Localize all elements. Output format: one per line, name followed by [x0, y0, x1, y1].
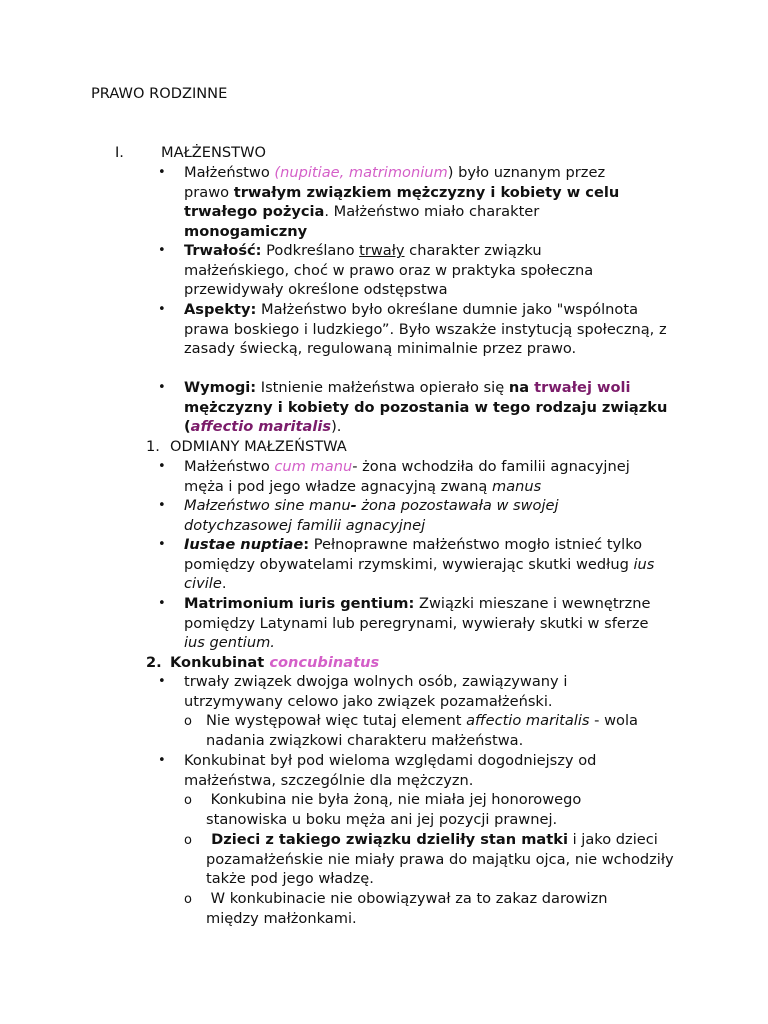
list-item-iustae-nuptiae: [184, 535, 679, 594]
latin-term: (nupitiae, matrimonium: [274, 164, 448, 181]
subsection-number: 1.: [146, 438, 160, 455]
text: Nie występował więc tutaj element: [206, 712, 467, 729]
text: ).: [331, 418, 342, 436]
bold-label: Wymogi:: [184, 379, 257, 396]
list-item-concubinage-definition: trwały związek dwojga wolnych osób, zawiązywany i utrzymywany celowo jako związek pozamałżeński.: [184, 673, 568, 710]
sub-list-item-donations: W konkubinacie nie obowiązywał za to zakaz darowizn między małżonkami.: [206, 890, 613, 927]
bullet-glyph: •: [158, 537, 166, 552]
sub-list-item-affectio: [206, 711, 676, 750]
latin-term: affectio maritalis: [190, 418, 332, 436]
bold-text: Dzieci z takiego związku dzieliły stan matki: [206, 831, 568, 848]
sub-bullet-glyph: o: [184, 793, 192, 808]
bullet-glyph: •: [158, 753, 166, 768]
text: .: [221, 575, 227, 593]
section-number: I.: [115, 144, 124, 161]
bullet-glyph: •: [158, 459, 166, 474]
bold-text: mężczyzny i kobiety do pozostania w tego rodzaju związku (: [184, 398, 668, 436]
text: - wola nadania związkowi charakteru małżeństwa.: [206, 712, 638, 749]
text: Małżeństwo było określane dumnie jako "wspólnota prawa boskiego i ludzkiego”. Było wszakże instytucją społeczną, z zasady świecką, regulowaną minimalnie przez prawo.: [184, 301, 667, 358]
text: Istnienie małżeństwa opierało się: [256, 379, 509, 396]
text: Małzeństwo sine manu: [184, 497, 351, 514]
sub-bullet-glyph: o: [184, 892, 192, 907]
section-title: MAŁŻENSTWO: [161, 144, 267, 161]
bullet-glyph: •: [158, 498, 166, 513]
text: . Małżeństwo miało charakter: [324, 203, 540, 221]
bold-text: monogamiczny: [184, 222, 308, 240]
emphasis-text: trwałej woli: [534, 379, 631, 396]
list-item-permanence: [184, 241, 639, 300]
document-title: PRAWO RODZINNE: [91, 85, 228, 102]
bullet-glyph: •: [158, 596, 166, 611]
subsection-title-text: Konkubinat: [170, 654, 270, 671]
italic-text: affectio maritalis: [466, 712, 590, 729]
latin-term: concubinatus: [269, 654, 380, 671]
bold-text: trwałym związkiem mężczyzny i kobiety w celu trwałego pożycia: [184, 183, 620, 221]
sub-list-item-children: [206, 830, 681, 889]
latin-term: cum manu: [274, 458, 353, 475]
bold-label: Iustae nuptiae: [184, 536, 304, 553]
italic-text: ius gentium.: [184, 634, 275, 652]
bold-text: :: [303, 536, 310, 553]
bullet-glyph: •: [158, 380, 166, 395]
subsection-title: [170, 653, 379, 673]
bullet-glyph: •: [158, 674, 166, 689]
text: charakter związku małżeńskiego, choć w prawo oraz w praktyka społeczna przewidywały określone odstępstwa: [184, 242, 594, 299]
underlined-text: trwały: [359, 242, 405, 259]
text: Małżeństwo: [184, 164, 275, 181]
bold-label: Matrimonium iuris gentium:: [184, 595, 415, 612]
bullet-glyph: •: [158, 243, 166, 258]
text: Związki mieszane i wewnętrzne pomiędzy Latynami lub peregrynami, wywierały skutki w sferze: [184, 595, 651, 632]
list-item-aspects: [184, 300, 669, 359]
text: Małżeństwo: [184, 458, 275, 475]
bold-text: na: [508, 379, 535, 396]
text: Pełnoprawne małżeństwo mogło istnieć tylko pomiędzy obywatelami rzymskimi, wywierając skutki według: [184, 536, 643, 573]
list-item-concubinage-convenience: Konkubinat był pod wieloma względami dogodniejszy od małżeństwa, szczególnie dla mężczyzn.: [184, 752, 597, 789]
bold-label: Aspekty:: [184, 301, 257, 318]
list-item-definition: [184, 163, 654, 241]
list-item-requirements: [184, 378, 669, 437]
sub-bullet-glyph: o: [184, 714, 192, 729]
text: Podkreślano: [261, 242, 360, 259]
list-item-cum-manu: [184, 457, 664, 496]
bold-text: -: [350, 497, 357, 514]
italic-text: ius civile: [184, 555, 655, 593]
sub-list-item-concubine-status: Konkubina nie była żoną, nie miała jej honorowego stanowiska u boku męża ani jej pozycji prawnej.: [206, 791, 586, 828]
list-item-sine-manu: [184, 496, 604, 535]
subsection-number: 2.: [146, 654, 162, 671]
text: żona pozostawała w swojej dotychzasowej familii agnacyjnej: [184, 497, 559, 534]
bold-label: Trwałość:: [184, 242, 262, 259]
text: i jako dzieci pozamałżeńskie nie miały prawa do majątku ojca, nie wchodziły także pod jego władzę.: [206, 831, 679, 888]
list-item-iuris-gentium: [184, 594, 664, 653]
text: - żona wchodziła do familii agnacyjnej męża i pod jego władze agnacyjną zwaną: [184, 458, 630, 495]
text: ) było uznanym przez prawo: [184, 164, 606, 201]
subsection-title: ODMIANY MAŁZEŃSTWA: [170, 438, 347, 455]
bullet-glyph: •: [158, 302, 166, 317]
italic-text: manus: [491, 477, 542, 495]
sub-bullet-glyph: o: [184, 833, 192, 848]
bullet-glyph: •: [158, 165, 166, 180]
